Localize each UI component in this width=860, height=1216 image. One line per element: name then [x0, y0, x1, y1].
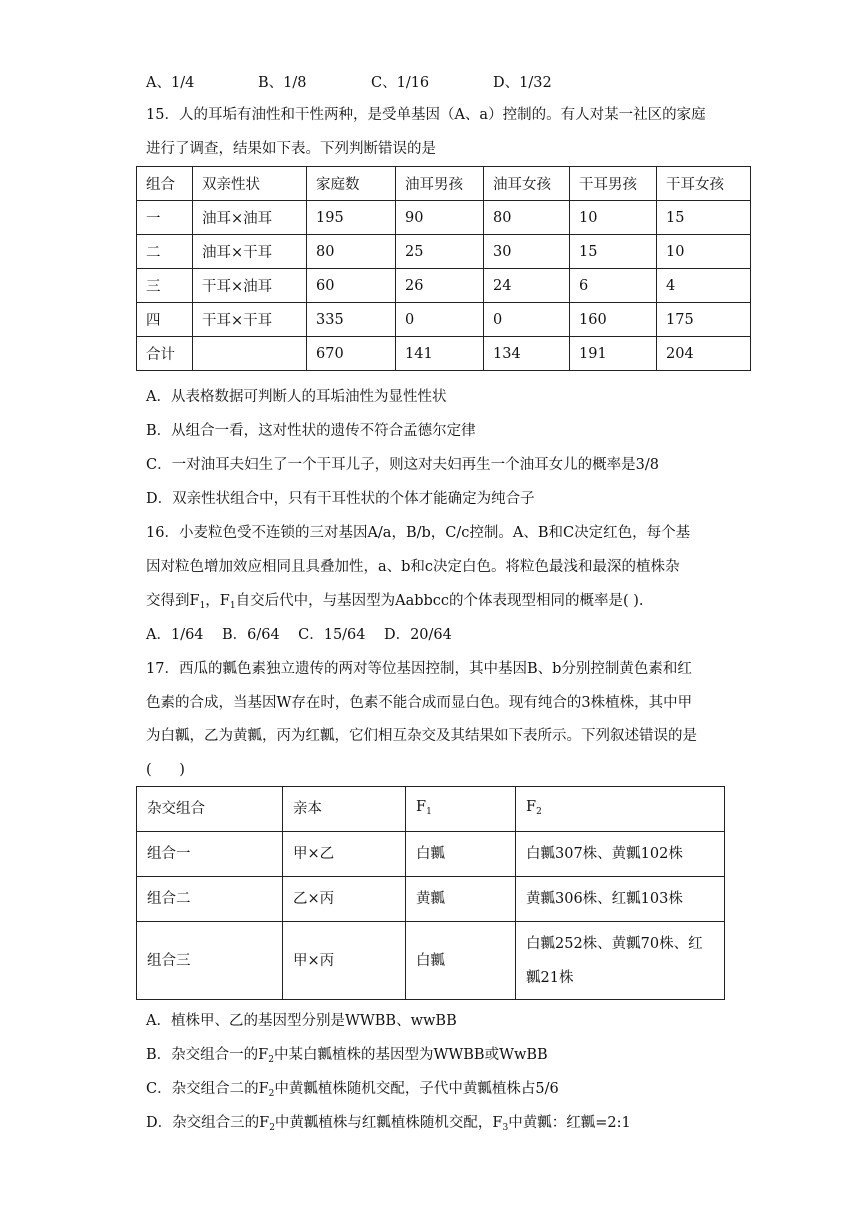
q15-stem-line1: 15．人的耳垢有油性和干性两种，是受单基因（A、a）控制的。有人对某一社区的家庭 [146, 107, 706, 123]
table-cell: 80 [484, 201, 570, 235]
q14-option-c: C、1/16 [371, 75, 430, 91]
table-cell: 组合一 [137, 832, 283, 877]
q17-table [136, 786, 725, 1000]
table-row [137, 337, 751, 371]
q17-text: 中黄瓤植株与红瓤植株随机交配，F [274, 1115, 503, 1131]
q17-stem-line1: 17．西瓜的瓤色素独立遗传的两对等位基因控制，其中基因B、b分别控制黄色素和红 [146, 661, 692, 677]
subscript: 2 [268, 1055, 274, 1065]
table-cell: 26 [396, 269, 484, 303]
table-cell: 合计 [137, 337, 193, 371]
table-header [406, 787, 516, 832]
table-cell: 4 [657, 269, 751, 303]
table-row [137, 922, 725, 1000]
table-cell: 60 [307, 269, 396, 303]
table-cell: 10 [657, 235, 751, 269]
table-cell: 0 [484, 303, 570, 337]
subscript: 1 [199, 601, 206, 611]
table-cell: 油耳×油耳 [193, 201, 307, 235]
table-header-row [137, 787, 725, 832]
q17-option-c [146, 1079, 559, 1104]
table-cell: 白瓤 [406, 922, 516, 1000]
q17-text: 中黄瓤：红瓤=2:1 [508, 1115, 631, 1131]
q14-option-b: B、1/8 [258, 75, 307, 91]
q15-option-a: A．从表格数据可判断人的耳垢油性为显性性状 [146, 389, 447, 405]
q14-option-a: A、1/4 [146, 75, 195, 91]
q15-option-c: C．一对油耳夫妇生了一个干耳儿子，则这对夫妇再生一个油耳女儿的概率是3/8 [146, 457, 659, 473]
q17-option-a: A．植株甲、乙的基因型分别是WWBB、wwBB [146, 1013, 457, 1029]
q17-text: 中某白瓤植株的基因型为WWBB或WwBB [273, 1047, 548, 1063]
table-cell: 油耳×干耳 [193, 235, 307, 269]
table-header: 干耳男孩 [570, 167, 657, 201]
q16-text: ，F [205, 593, 230, 609]
q16-text: 交得到F [146, 593, 200, 609]
q15-option-d: D．双亲性状组合中，只有干耳性状的个体才能确定为纯合子 [146, 491, 535, 507]
table-header: 油耳女孩 [484, 167, 570, 201]
q17-stem-line3: 为白瓤，乙为黄瓤，丙为红瓤，它们相互杂交及其结果如下表所示。下列叙述错误的是 [146, 728, 697, 744]
table-cell: 204 [657, 337, 751, 371]
table-cell: 335 [307, 303, 396, 337]
table-row [137, 269, 751, 303]
table-header [516, 787, 725, 832]
table-cell: 25 [396, 235, 484, 269]
table-header: 干耳女孩 [657, 167, 751, 201]
q17-text: B．杂交组合一的F [146, 1047, 269, 1063]
subscript: 1 [229, 601, 236, 611]
table-cell: 三 [137, 269, 193, 303]
q17-option-d [146, 1113, 631, 1138]
table-cell: 干耳×油耳 [193, 269, 307, 303]
q17-text: D．杂交组合三的F [146, 1115, 270, 1131]
q14-options [146, 73, 746, 93]
table-cell: 10 [570, 201, 657, 235]
table-cell: 甲×丙 [283, 922, 406, 1000]
table-cell: 组合二 [137, 877, 283, 922]
table-cell: 白瓤252株、黄瓤70株、红瓤21株 [516, 922, 725, 1000]
table-cell: 175 [657, 303, 751, 337]
q17-text: 中黄瓤植株随机交配，子代中黄瓤植株占5/6 [274, 1081, 559, 1097]
q17-stem-line2: 色素的合成，当基因W存在时，色素不能合成而显白色。现有纯合的3株植株，其中甲 [146, 695, 693, 711]
q17-answer-blank: ( ) [146, 762, 185, 778]
q16-text: 自交后代中，与基因型为Aabbcc的个体表现型相同的概率是( ). [235, 593, 644, 609]
table-header-row [137, 167, 751, 201]
table-cell: 6 [570, 269, 657, 303]
table-cell: 670 [307, 337, 396, 371]
table-header: 家庭数 [307, 167, 396, 201]
table-cell: 0 [396, 303, 484, 337]
table-cell: 141 [396, 337, 484, 371]
table-cell: 一 [137, 201, 193, 235]
table-row [137, 235, 751, 269]
q17-option-b [146, 1045, 548, 1070]
table-header: 油耳男孩 [396, 167, 484, 201]
subscript: 2 [269, 1123, 275, 1133]
header-text: F [526, 798, 537, 815]
table-cell: 黄瓤306株、红瓤103株 [516, 877, 725, 922]
subscript: 1 [426, 806, 432, 817]
q16-options: A．1/64 B．6/64 C．15/64 D．20/64 [146, 627, 452, 643]
table-row [137, 832, 725, 877]
table-header: 双亲性状 [193, 167, 307, 201]
table-cell: 二 [137, 235, 193, 269]
table-row [137, 303, 751, 337]
table-cell: 组合三 [137, 922, 283, 1000]
table-row [137, 201, 751, 235]
table-cell: 黄瓤 [406, 877, 516, 922]
table-cell: 191 [570, 337, 657, 371]
subscript: 2 [268, 1089, 275, 1099]
table-cell: 134 [484, 337, 570, 371]
table-header: 组合 [137, 167, 193, 201]
table-cell: 30 [484, 235, 570, 269]
table-header: 杂交组合 [137, 787, 283, 832]
table-cell: 干耳×干耳 [193, 303, 307, 337]
subscript: 2 [536, 806, 542, 817]
q15-table [136, 166, 751, 371]
table-cell: 160 [570, 303, 657, 337]
q17-text: C．杂交组合二的F [146, 1081, 269, 1097]
table-cell: 乙×丙 [283, 877, 406, 922]
table-header: 亲本 [283, 787, 406, 832]
q16-stem-line2: 因对粒色增加效应相同且具叠加性，a、b和c决定白色。将粒色最浅和最深的植株杂 [146, 559, 680, 575]
table-cell: 15 [657, 201, 751, 235]
table-cell: 白瓤307株、黄瓤102株 [516, 832, 725, 877]
table-cell: 24 [484, 269, 570, 303]
table-cell: 甲×乙 [283, 832, 406, 877]
table-cell: 195 [307, 201, 396, 235]
q14-option-d: D、1/32 [493, 75, 552, 91]
q16-stem-line3 [146, 591, 644, 616]
table-cell: 四 [137, 303, 193, 337]
q16-stem-line1: 16．小麦粒色受不连锁的三对基因A/a，B/b，C/c控制。A、B和C决定红色，每个基 [146, 525, 691, 541]
header-text: F [416, 798, 427, 815]
table-row [137, 877, 725, 922]
subscript: 3 [502, 1123, 509, 1133]
table-cell: 90 [396, 201, 484, 235]
q15-stem-line2: 进行了调查，结果如下表。下列判断错误的是 [146, 141, 436, 157]
table-cell: 15 [570, 235, 657, 269]
q15-option-b: B．从组合一看，这对性状的遗传不符合孟德尔定律 [146, 423, 476, 439]
table-cell: 白瓤 [406, 832, 516, 877]
table-cell [193, 337, 307, 371]
table-cell: 80 [307, 235, 396, 269]
